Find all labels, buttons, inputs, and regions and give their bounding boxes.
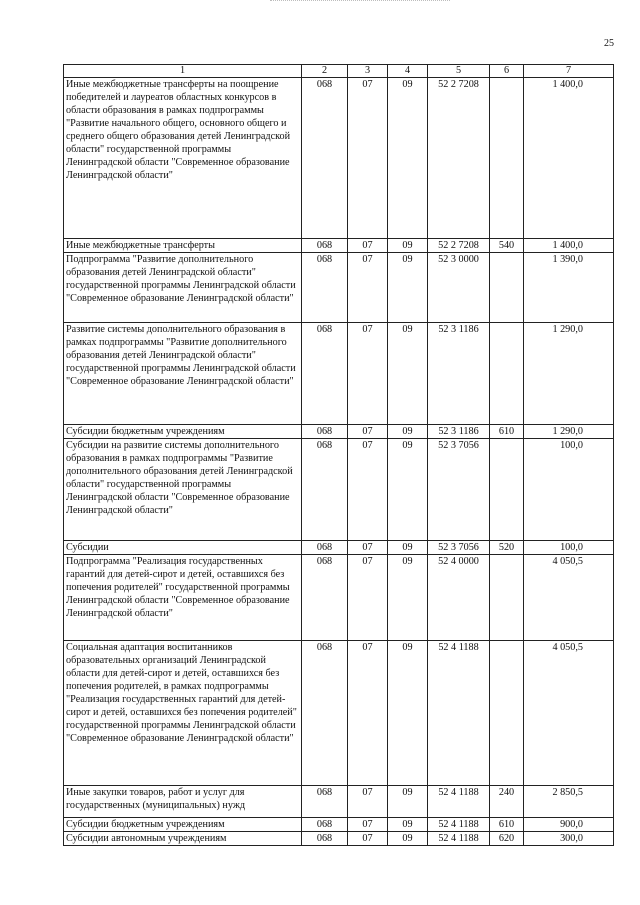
table-row bbox=[64, 641, 614, 786]
table-row bbox=[64, 253, 614, 323]
col-header-2: 2 bbox=[302, 65, 348, 78]
col-header-4: 4 bbox=[388, 65, 428, 78]
row-amount: 4 050,5 bbox=[524, 555, 614, 641]
row-subsection: 09 bbox=[388, 253, 428, 323]
row-subsection: 09 bbox=[388, 239, 428, 253]
row-target: 52 4 0000 bbox=[428, 555, 490, 641]
row-target: 52 3 1186 bbox=[428, 323, 490, 425]
row-expense-type: 620 bbox=[490, 832, 524, 846]
row-amount: 900,0 bbox=[524, 818, 614, 832]
row-ministry: 068 bbox=[302, 425, 348, 439]
row-subsection: 09 bbox=[388, 425, 428, 439]
row-name: Субсидии автономным учреждениям bbox=[64, 832, 302, 846]
row-name: Иные закупки товаров, работ и услуг для государственных (муниципальных) нужд bbox=[64, 786, 302, 818]
row-ministry: 068 bbox=[302, 786, 348, 818]
row-subsection: 09 bbox=[388, 818, 428, 832]
row-amount: 4 050,5 bbox=[524, 641, 614, 786]
row-section: 07 bbox=[348, 555, 388, 641]
row-amount: 300,0 bbox=[524, 832, 614, 846]
table-header-row bbox=[64, 65, 614, 78]
table-row bbox=[64, 239, 614, 253]
row-amount: 1 290,0 bbox=[524, 425, 614, 439]
table-row bbox=[64, 786, 614, 818]
row-name: Подпрограмма "Развитие дополнительного образования детей Ленинградской области" государственной программы Ленинградской области "Современное образование Ленинградской области" bbox=[64, 253, 302, 323]
row-ministry: 068 bbox=[302, 555, 348, 641]
col-header-5: 5 bbox=[428, 65, 490, 78]
budget-table bbox=[63, 64, 614, 846]
row-ministry: 068 bbox=[302, 239, 348, 253]
row-target: 52 3 1186 bbox=[428, 425, 490, 439]
row-expense-type: 240 bbox=[490, 786, 524, 818]
row-amount: 100,0 bbox=[524, 439, 614, 541]
col-header-7: 7 bbox=[524, 65, 614, 78]
row-section: 07 bbox=[348, 786, 388, 818]
table-row bbox=[64, 832, 614, 846]
row-expense-type bbox=[490, 323, 524, 425]
row-name: Иные межбюджетные трансферты на поощрение победителей и лауреатов областных конкурсов в области образования в рамках подпрограммы "Развитие начального общего, основного общего и среднего общего образования детей Ленинградской области" государственной программы Ленинградской области "Современное образование Ленинградской области" bbox=[64, 78, 302, 239]
table-row bbox=[64, 323, 614, 425]
row-section: 07 bbox=[348, 78, 388, 239]
row-section: 07 bbox=[348, 239, 388, 253]
row-expense-type bbox=[490, 439, 524, 541]
row-expense-type bbox=[490, 555, 524, 641]
row-subsection: 09 bbox=[388, 641, 428, 786]
row-expense-type: 540 bbox=[490, 239, 524, 253]
table-row bbox=[64, 439, 614, 541]
row-subsection: 09 bbox=[388, 78, 428, 239]
table-row bbox=[64, 78, 614, 239]
row-name: Субсидии на развитие системы дополнительного образования в рамках подпрограммы "Развитие дополнительного образования детей Ленинградской области" государственной программы Ленинградской области "Современное образование Ленинградской области" bbox=[64, 439, 302, 541]
row-target: 52 2 7208 bbox=[428, 78, 490, 239]
row-amount: 2 850,5 bbox=[524, 786, 614, 818]
row-amount: 1 400,0 bbox=[524, 239, 614, 253]
row-subsection: 09 bbox=[388, 323, 428, 425]
table-row bbox=[64, 425, 614, 439]
row-target: 52 4 1188 bbox=[428, 832, 490, 846]
row-expense-type: 520 bbox=[490, 541, 524, 555]
row-section: 07 bbox=[348, 323, 388, 425]
row-target: 52 3 0000 bbox=[428, 253, 490, 323]
row-target: 52 2 7208 bbox=[428, 239, 490, 253]
row-target: 52 4 1188 bbox=[428, 786, 490, 818]
row-amount: 1 400,0 bbox=[524, 78, 614, 239]
row-ministry: 068 bbox=[302, 641, 348, 786]
row-target: 52 4 1188 bbox=[428, 818, 490, 832]
col-header-1: 1 bbox=[64, 65, 302, 78]
table-row bbox=[64, 555, 614, 641]
row-section: 07 bbox=[348, 439, 388, 541]
row-amount: 100,0 bbox=[524, 541, 614, 555]
row-ministry: 068 bbox=[302, 818, 348, 832]
row-expense-type bbox=[490, 641, 524, 786]
row-name: Субсидии бюджетным учреждениям bbox=[64, 818, 302, 832]
row-ministry: 068 bbox=[302, 253, 348, 323]
scan-top-marks bbox=[270, 0, 450, 7]
row-expense-type bbox=[490, 253, 524, 323]
row-subsection: 09 bbox=[388, 555, 428, 641]
row-subsection: 09 bbox=[388, 786, 428, 818]
row-ministry: 068 bbox=[302, 439, 348, 541]
row-target: 52 4 1188 bbox=[428, 641, 490, 786]
row-expense-type: 610 bbox=[490, 818, 524, 832]
row-name: Подпрограмма "Реализация государственных гарантий для детей-сирот и детей, оставшихся без попечения родителей" государственной программы Ленинградской области "Современное образование Ленинградской области" bbox=[64, 555, 302, 641]
row-section: 07 bbox=[348, 641, 388, 786]
row-name: Развитие системы дополнительного образования в рамках подпрограммы "Развитие дополнительного образования детей Ленинградской области" государственной программы Ленинградской области "Современное образование Ленинградской области" bbox=[64, 323, 302, 425]
row-section: 07 bbox=[348, 425, 388, 439]
row-name: Социальная адаптация воспитанников образовательных организаций Ленинградской области для детей-сирот и детей, оставшихся без попечения родителей, в рамках подпрограммы "Реализация государственных гарантий для детей-сирот и детей, оставшихся без попечения родителей" государственной программы Ленинградской области "Современное образование Ленинградской области" bbox=[64, 641, 302, 786]
row-ministry: 068 bbox=[302, 541, 348, 555]
row-section: 07 bbox=[348, 832, 388, 846]
row-section: 07 bbox=[348, 818, 388, 832]
row-ministry: 068 bbox=[302, 832, 348, 846]
row-name: Иные межбюджетные трансферты bbox=[64, 239, 302, 253]
col-header-6: 6 bbox=[490, 65, 524, 78]
table-row bbox=[64, 541, 614, 555]
row-ministry: 068 bbox=[302, 323, 348, 425]
row-amount: 1 390,0 bbox=[524, 253, 614, 323]
row-amount: 1 290,0 bbox=[524, 323, 614, 425]
row-target: 52 3 7056 bbox=[428, 541, 490, 555]
row-expense-type: 610 bbox=[490, 425, 524, 439]
row-subsection: 09 bbox=[388, 541, 428, 555]
row-subsection: 09 bbox=[388, 832, 428, 846]
row-ministry: 068 bbox=[302, 78, 348, 239]
col-header-3: 3 bbox=[348, 65, 388, 78]
row-name: Субсидии bbox=[64, 541, 302, 555]
table-row bbox=[64, 818, 614, 832]
row-expense-type bbox=[490, 78, 524, 239]
row-section: 07 bbox=[348, 253, 388, 323]
row-target: 52 3 7056 bbox=[428, 439, 490, 541]
page-number: 25 bbox=[604, 38, 614, 49]
row-subsection: 09 bbox=[388, 439, 428, 541]
row-section: 07 bbox=[348, 541, 388, 555]
row-name: Субсидии бюджетным учреждениям bbox=[64, 425, 302, 439]
